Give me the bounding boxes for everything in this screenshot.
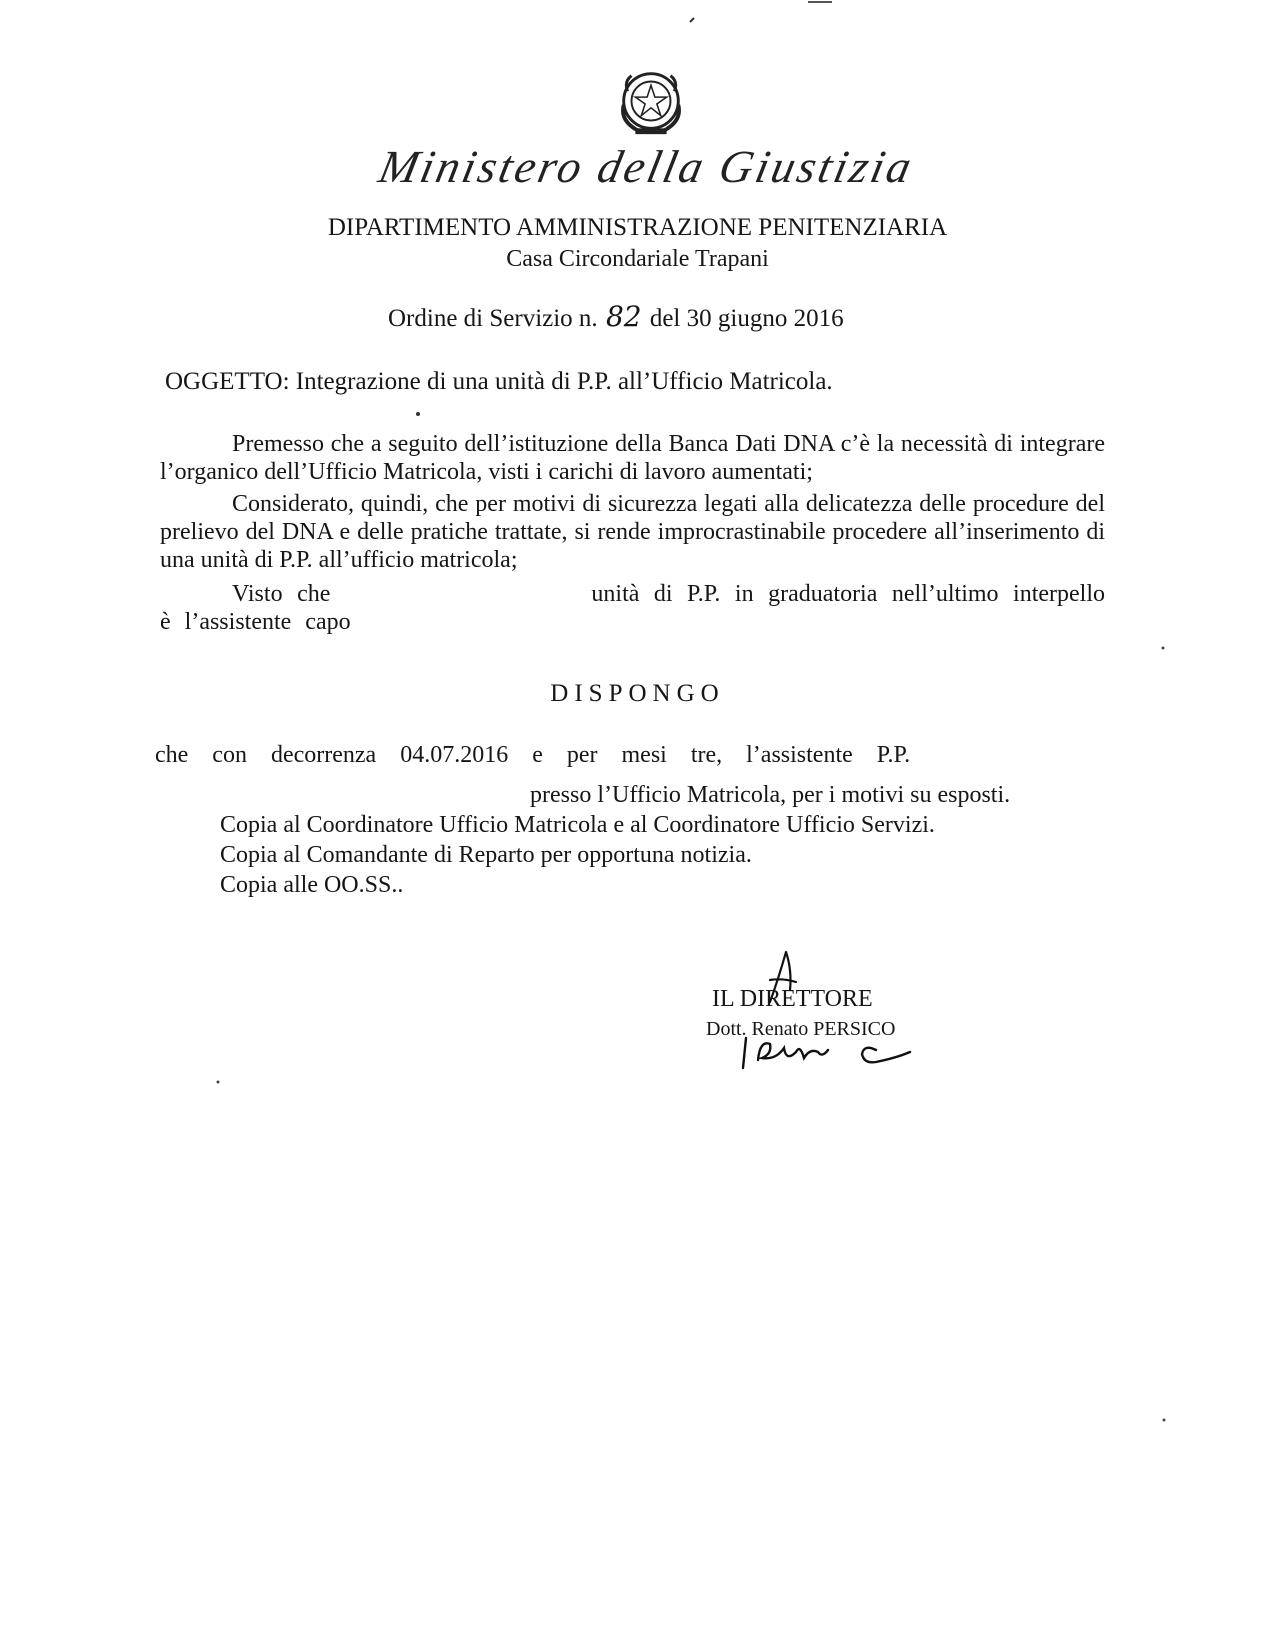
department-heading: DIPARTIMENTO AMMINISTRAZIONE PENITENZIARIA [327, 214, 948, 241]
copy-line: Copia alle OO.SS.. [220, 872, 404, 898]
office-heading: Casa Circondariale Trapani [506, 246, 769, 272]
order-prefix: Ordine di Servizio n. [388, 305, 598, 332]
dispongo-heading: DISPONGO [550, 680, 725, 707]
paragraph-visto: Visto che unità di P.P. in graduatoria nell’ultimo interpello è l’assistente capo [160, 581, 1119, 635]
subject-line: OGGETTO: Integrazione di una unità di P.P. all’Ufficio Matricola. [165, 368, 833, 395]
order-date: del 30 giugno 2016 [649, 305, 844, 332]
ministry-title: Ministero della Giustizia [374, 141, 919, 192]
paragraph-premesso: Premesso che a seguito dell’istituzione della Banca Dati DNA c’è la necessità di integrare l’organico dell’Ufficio Matricola, visti i carichi di lavoro aumentati; [160, 431, 1105, 485]
decision-line-1: che con decorrenza 04.07.2016 e per mesi tre, l’assistente P.P. [155, 742, 911, 768]
copy-line: Copia al Coordinatore Ufficio Matricola e al Coordinatore Ufficio Servizi. [220, 812, 935, 838]
copy-line: Copia al Comandante di Reparto per opportuna notizia. [220, 842, 752, 868]
paragraph-considerato: Considerato, quindi, che per motivi di sicurezza legati alla delicatezza delle procedure del prelievo del DNA e delle pratiche trattate, si rende improcrastinabile procedere all’inserimento di una unità di P.P. all’ufficio matricola; [160, 491, 1105, 573]
director-name: Dott. Renato PERSICO [706, 1018, 896, 1040]
order-number: 82 [605, 300, 642, 333]
director-title: IL DIRETTORE [712, 986, 873, 1012]
decision-line-2: presso l’Ufficio Matricola, per i motivi su esposti. [530, 782, 1011, 808]
